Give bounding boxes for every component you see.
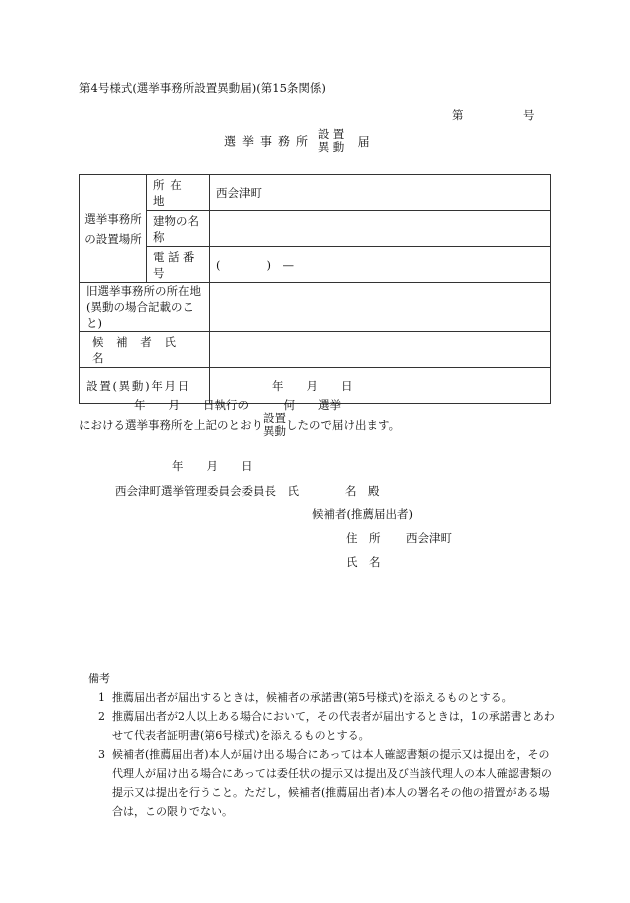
address-value: 西会津町 — [406, 531, 452, 545]
candidate-value — [210, 332, 551, 368]
phone-value: ( ) — — [210, 247, 551, 283]
declaration-stack-top: 設置 — [263, 411, 286, 425]
notes-title: 備考 — [88, 672, 110, 685]
notes-section — [88, 669, 558, 821]
note-item — [88, 745, 558, 821]
group-label-line2: の設置場所 — [84, 231, 142, 246]
date-label: 設置(異動)年月日 — [80, 368, 210, 404]
declaration-line — [79, 412, 400, 438]
old-location-label-line1: 旧選挙事務所の所在地 — [86, 284, 201, 298]
location-value: 西会津町 — [210, 175, 551, 211]
declaration-after: したので届け出ます。 — [286, 418, 401, 432]
declaration-stack — [263, 412, 286, 438]
old-location-label-line2: (異動の場合記載のこと) — [86, 300, 194, 330]
form-number-prefix: 第 — [452, 108, 464, 122]
addressee: 西会津町選挙管理委員会委員長 氏 名 殿 — [115, 484, 380, 498]
declaration-stack-bottom: 異動 — [263, 424, 286, 438]
note-number: 1 — [98, 691, 105, 704]
date-value: 年 月 日 — [210, 368, 551, 404]
registration-table — [79, 174, 551, 404]
location-label: 所在地 — [147, 175, 210, 211]
note-item — [88, 707, 558, 745]
title-stack-bottom: 異動 — [317, 140, 348, 154]
submission-date: 年 月 日 — [172, 459, 253, 473]
title-end: 届 — [357, 134, 370, 149]
old-location-value — [210, 283, 551, 332]
group-label-line1: 選挙事務所 — [84, 211, 142, 226]
old-location-label — [80, 283, 210, 332]
address-label: 住 所 — [346, 531, 381, 545]
building-value — [210, 211, 551, 247]
declaration-before: における選挙事務所を上記のとおり — [79, 418, 263, 432]
name-label: 氏 名 — [346, 555, 381, 569]
candidate-label: 候補者氏名 — [80, 332, 210, 368]
document-title — [224, 128, 370, 154]
submitter-label: 候補者(推薦届出者) — [312, 507, 413, 521]
building-label: 建物の名称 — [147, 211, 210, 247]
form-number-suffix: 号 — [523, 108, 535, 122]
phone-label: 電話番号 — [147, 247, 210, 283]
election-line: 年 月 日執行の 何 選挙 — [134, 398, 341, 412]
note-text: 推薦届出者が2人以上ある場合において，その代表者が届出するときは，1の承諾書とあわせて代表者証明書(第6号様式)を添えるものとする。 — [112, 710, 555, 742]
note-text: 候補者(推薦届出者)本人が届け出る場合にあっては本人確認書類の提示又は提出を，その代理人が届け出る場合にあっては委任状の提示又は提出及び当該代理人の本人確認書類の提示又は提出を行うこと。ただし，候補者(推薦届出者)本人の署名その他の措置がある場合は，この限りでない。 — [112, 748, 552, 818]
note-text: 推薦届出者が届出するときは，候補者の承諾書(第5号様式)を添えるものとする。 — [112, 691, 513, 704]
title-main: 選挙事務所 — [224, 134, 315, 149]
note-number: 3 — [98, 748, 105, 761]
group-label — [80, 175, 147, 283]
title-stack-top: 設置 — [317, 127, 348, 141]
form-label: 第4号様式(選挙事務所設置異動届)(第15条関係) — [79, 81, 326, 95]
title-stack — [318, 128, 348, 154]
note-item — [88, 688, 558, 707]
note-number: 2 — [98, 710, 105, 723]
